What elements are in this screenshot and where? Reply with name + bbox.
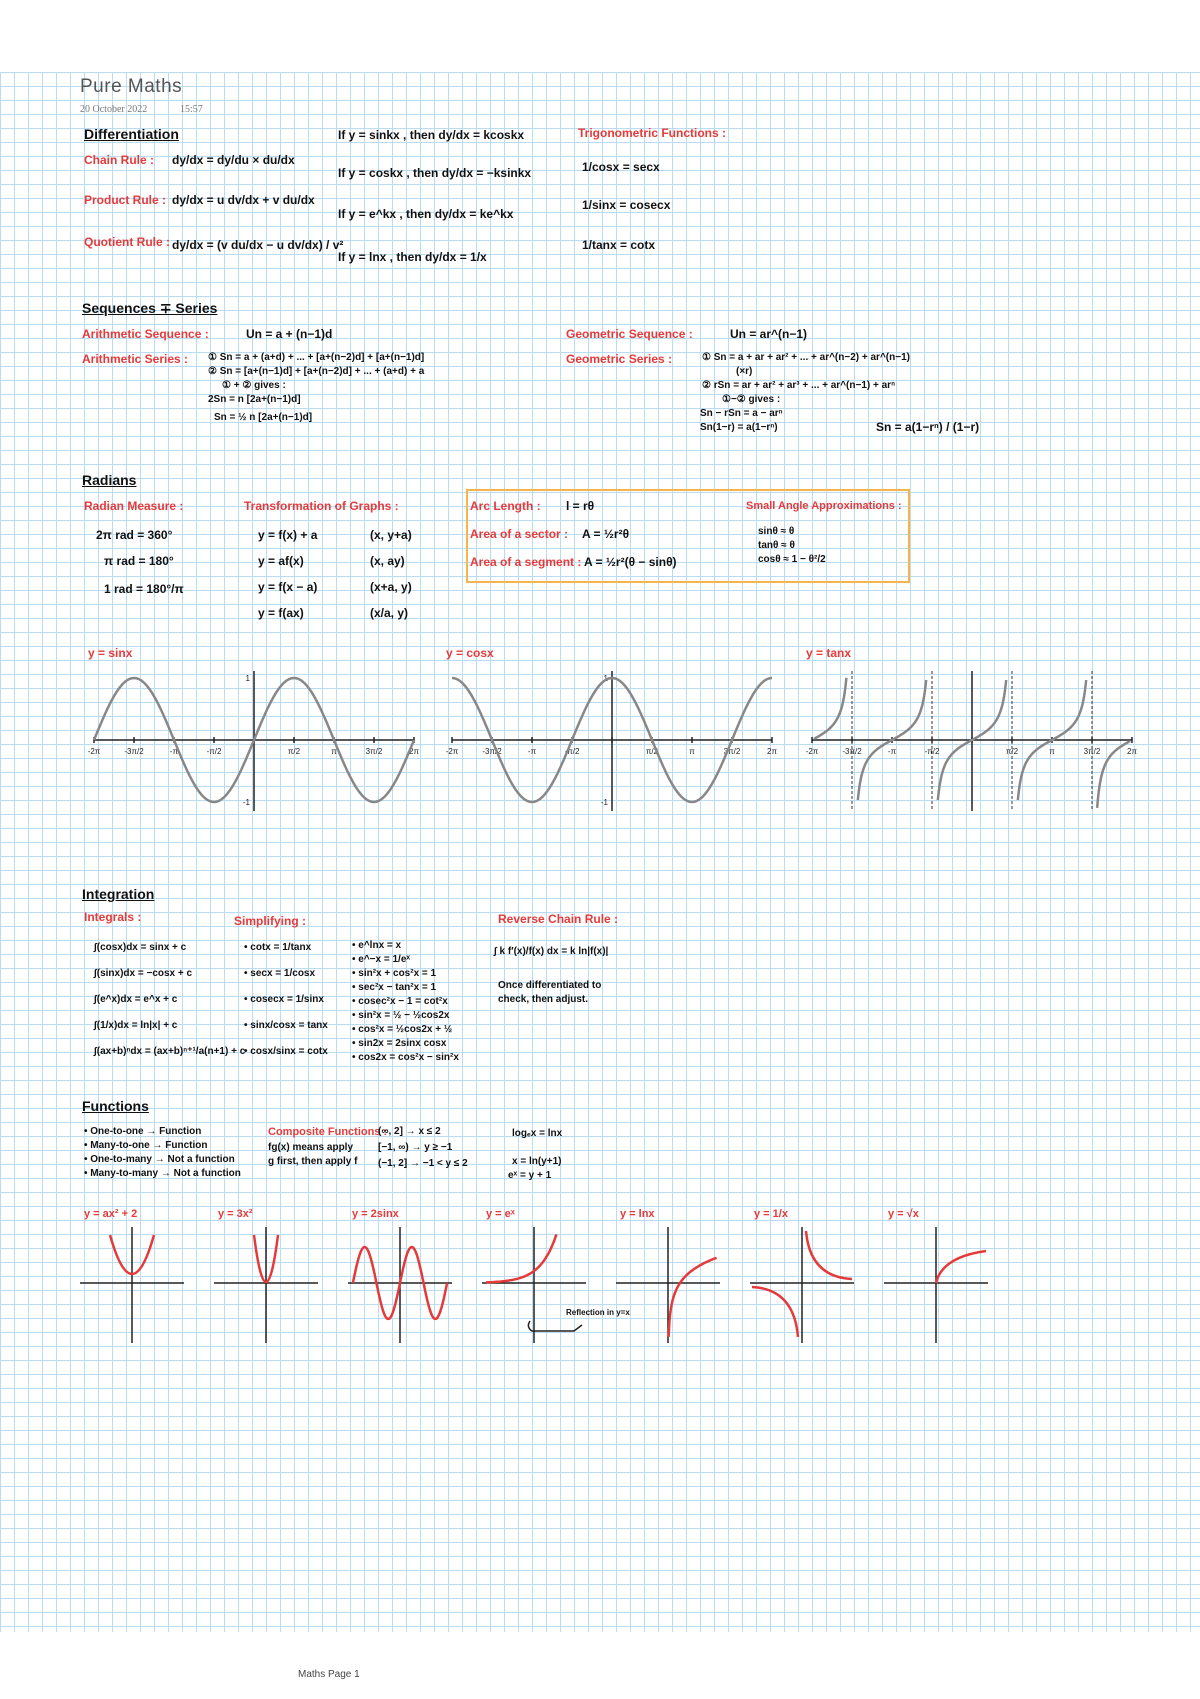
radians-heading: Radians <box>82 472 137 488</box>
chain-rule-label: Chain Rule : <box>84 153 155 167</box>
y-min-label: -1 <box>600 798 608 807</box>
radian-measure-label: Radian Measure : <box>84 499 184 513</box>
curve-branch <box>814 678 846 739</box>
arith-series-line-3: ① + ② gives : <box>222 380 286 391</box>
integration-heading: Integration <box>82 886 155 902</box>
composite-line-1: fg(x) means apply <box>268 1142 354 1153</box>
small-angle-sin: sinθ ≈ θ <box>758 526 795 537</box>
product-rule-formula: dy/dx = u dv/dx + v du/dx <box>172 193 315 207</box>
fn-graph-label-3: y = 2sinx <box>352 1208 399 1220</box>
tan-graph <box>805 665 1137 815</box>
page-date: 20 October 2022 <box>80 104 148 115</box>
geo-series-line-4: ①−② gives : <box>722 394 781 405</box>
transform-eq-2: y = af(x) <box>258 554 304 568</box>
exp-curve <box>486 1234 556 1282</box>
geo-series-result: Sn = a(1−rⁿ) / (1−r) <box>876 420 980 434</box>
simplify-right-9: • cos2x = cos²x − sin²x <box>352 1052 459 1063</box>
radian-row-3: 1 rad = 180°/π <box>104 582 184 596</box>
deriv-exp: If y = e^kx , then dy/dx = ke^kx <box>338 207 514 221</box>
x-tick-label: π/2 <box>1005 747 1019 756</box>
chain-rule-formula: dy/dx = dy/du × du/dx <box>172 153 295 167</box>
simplify-left-4: • sinx/cosx = tanx <box>244 1020 328 1031</box>
x-tick-label: -2π <box>805 747 819 756</box>
fn-graph-label-6: y = 1/x <box>754 1208 788 1220</box>
x-tick-label: π/2 <box>287 747 301 756</box>
geo-series-line-1: ① Sn = a + ar + ar² + ... + ar^(n−2) + ar^(n−1) <box>702 352 910 363</box>
transform-pt-2: (x, ay) <box>370 554 405 568</box>
y-min-label: -1 <box>242 798 250 807</box>
sequences-heading: Sequences ∓ Series <box>82 300 218 316</box>
geo-series-line-6: Sn(1−r) = a(1−rⁿ) <box>700 422 778 433</box>
deriv-sin: If y = sinkx , then dy/dx = kcoskx <box>338 128 525 142</box>
quotient-rule-formula: dy/dx = (v du/dx − u dv/dx) / v² <box>172 238 344 252</box>
interval-2: [−1, ∞) → y ≥ −1 <box>378 1142 453 1153</box>
arc-length-formula: l = rθ <box>566 499 595 513</box>
arith-seq-formula: Un = a + (n−1)d <box>246 327 333 341</box>
log-line-2: x = ln(y+1) <box>512 1156 562 1167</box>
fn-graph-label-4: y = eˣ <box>486 1208 515 1220</box>
simplify-right-7: • cos²x = ½cos2x + ½ <box>352 1024 453 1035</box>
map-one-to-many: • One-to-many → Not a function <box>84 1154 235 1165</box>
sin-graph <box>87 665 419 815</box>
x-tick-label: -π/2 <box>206 747 222 756</box>
arith-series-line-5: Sn = ½ n [2a+(n−1)d] <box>214 412 313 423</box>
x-tick-label: -π <box>169 747 179 756</box>
x-tick-label: 2π <box>1127 747 1137 756</box>
reflection-arrow <box>528 1321 582 1331</box>
arith-series-line-2: ② Sn = [a+(n−1)d] + [a+(n−2)d] + ... + (a+d) + a <box>208 366 425 377</box>
function-graphs <box>0 1225 1200 1345</box>
simplify-right-3: • sin²x + cos²x = 1 <box>352 968 437 979</box>
reverse-chain-label: Reverse Chain Rule : <box>498 912 619 926</box>
functions-heading: Functions <box>82 1098 149 1114</box>
x-tick-label: -3π/2 <box>124 747 144 756</box>
x-tick-label: -π <box>887 747 897 756</box>
x-tick-label: -3π/2 <box>842 747 862 756</box>
reverse-chain-note-2: check, then adjust. <box>498 994 589 1005</box>
page-time: 15:57 <box>180 104 203 115</box>
reciprocal-curve-negative <box>752 1287 798 1337</box>
log-line-3: eˣ = y + 1 <box>508 1170 552 1181</box>
transform-label: Transformation of Graphs : <box>244 499 399 513</box>
integral-row-4: ∫(1/x)dx = ln|x| + c <box>94 1020 178 1031</box>
interval-3: (−1, 2] → −1 < y ≤ 2 <box>378 1158 468 1169</box>
sin-graph-label: y = sinx <box>88 646 133 660</box>
differentiation-heading: Differentiation <box>84 126 179 142</box>
integral-row-3: ∫(e^x)dx = e^x + c <box>94 994 178 1005</box>
page-footer: Maths Page 1 <box>298 1669 360 1680</box>
x-tick-label: -π/2 <box>564 747 580 756</box>
fn-graph-label-7: y = √x <box>888 1208 919 1220</box>
log-line-1: logₑx = lnx <box>512 1128 563 1139</box>
simplify-left-1: • cotx = 1/tanx <box>244 942 312 953</box>
map-many-to-many: • Many-to-many → Not a function <box>84 1168 241 1179</box>
integral-row-1: ∫(cosx)dx = sinx + c <box>94 942 187 953</box>
sector-formula: A = ½r²θ <box>582 527 630 541</box>
reverse-chain-formula: ∫ k f′(x)/f(x) dx = k ln|f(x)| <box>494 946 609 957</box>
x-tick-label: -2π <box>445 747 459 756</box>
transform-eq-4: y = f(ax) <box>258 606 304 620</box>
sector-label: Area of a sector : <box>470 527 569 541</box>
cos-graph <box>445 665 777 815</box>
arith-series-line-1: ① Sn = a + (a+d) + ... + [a+(n−2)d] + [a+(n−1)d] <box>208 352 425 363</box>
geo-series-line-3: ② rSn = ar + ar² + ar³ + ... + ar^(n−1) + arⁿ <box>702 380 896 391</box>
integrals-label: Integrals : <box>84 910 142 924</box>
simplify-right-6: • sin²x = ½ − ½cos2x <box>352 1010 450 1021</box>
x-tick-label: 3π/2 <box>365 747 383 756</box>
arc-length-label: Arc Length : <box>470 499 541 513</box>
x-tick-label: 3π/2 <box>723 747 741 756</box>
cos-graph-label: y = cosx <box>446 646 494 660</box>
transform-pt-3: (x+a, y) <box>370 580 412 594</box>
composite-line-2: g first, then apply f <box>268 1156 358 1167</box>
x-tick-label: -3π/2 <box>482 747 502 756</box>
x-tick-label: π <box>689 747 695 756</box>
product-rule-label: Product Rule : <box>84 193 167 207</box>
small-angle-tan: tanθ ≈ θ <box>758 540 795 551</box>
reflection-note: Reflection in y=x <box>566 1308 630 1317</box>
x-tick-label: π/2 <box>645 747 659 756</box>
transform-pt-4: (x/a, y) <box>370 606 409 620</box>
page-title: Pure Maths <box>80 76 183 97</box>
quotient-rule-label: Quotient Rule : <box>84 235 170 249</box>
reciprocal-curve-positive <box>806 1231 852 1279</box>
geo-series-line-2: (×r) <box>736 366 753 377</box>
y-max-label: 1 <box>245 674 250 683</box>
radian-row-2: π rad = 180° <box>104 554 174 568</box>
composite-label: Composite Functions : <box>268 1126 388 1138</box>
interval-1: (∞, 2] → x ≤ 2 <box>378 1126 441 1137</box>
simplifying-label: Simplifying : <box>234 914 306 928</box>
transform-pt-1: (x, y+a) <box>370 528 412 542</box>
deriv-cos: If y = coskx , then dy/dx = −ksinkx <box>338 166 532 180</box>
trig-cosec: 1/sinx = cosecx <box>582 198 671 212</box>
trig-cot: 1/tanx = cotx <box>582 238 656 252</box>
segment-formula: A = ½r²(θ − sinθ) <box>584 555 677 569</box>
simplify-left-2: • secx = 1/cosx <box>244 968 316 979</box>
integral-row-2: ∫(sinx)dx = −cosx + c <box>94 968 193 979</box>
simplify-right-4: • sec²x − tan²x = 1 <box>352 982 437 993</box>
map-one-to-one: • One-to-one → Function <box>84 1126 202 1137</box>
trig-functions-heading: Trigonometric Functions : <box>578 126 727 140</box>
arith-seq-label: Arithmetic Sequence : <box>82 327 209 341</box>
map-many-to-one: • Many-to-one → Function <box>84 1140 208 1151</box>
x-tick-label: π <box>331 747 337 756</box>
fn-graph-label-2: y = 3x² <box>218 1208 253 1220</box>
y-max-label: 1 <box>603 674 608 683</box>
fn-graph-label-1: y = ax² + 2 <box>84 1208 138 1220</box>
segment-label: Area of a segment : <box>470 555 582 569</box>
geo-seq-formula: Un = ar^(n−1) <box>730 327 808 341</box>
x-tick-label: π <box>1049 747 1055 756</box>
small-angle-label: Small Angle Approximations : <box>746 500 902 512</box>
simplify-right-2: • e^−x = 1/eˣ <box>352 954 411 965</box>
x-tick-label: 3π/2 <box>1083 747 1101 756</box>
x-tick-label: -π <box>527 747 537 756</box>
curve-branch <box>1097 741 1130 808</box>
fn-graph-label-5: y = lnx <box>620 1208 655 1220</box>
radian-row-1: 2π rad = 360° <box>96 528 173 542</box>
small-angle-cos: cosθ ≈ 1 − θ²/2 <box>758 554 826 565</box>
simplify-left-3: • cosecx = 1/sinx <box>244 994 324 1005</box>
geo-series-line-5: Sn − rSn = a − arⁿ <box>700 408 783 419</box>
x-tick-label: 2π <box>409 747 419 756</box>
simplify-right-5: • cosec²x − 1 = cot²x <box>352 996 448 1007</box>
geo-series-label: Geometric Series : <box>566 352 673 366</box>
x-tick-label: -2π <box>87 747 101 756</box>
x-tick-label: 2π <box>767 747 777 756</box>
integral-row-5: ∫(ax+b)ⁿdx = (ax+b)ⁿ⁺¹/a(n+1) + c <box>94 1046 246 1057</box>
simplify-right-8: • sin2x = 2sinx cosx <box>352 1038 447 1049</box>
trig-sec: 1/cosx = secx <box>582 160 660 174</box>
transform-eq-1: y = f(x) + a <box>258 528 318 542</box>
arith-series-line-4: 2Sn = n [2a+(n−1)d] <box>208 394 301 405</box>
simplify-right-1: • e^lnx = x <box>352 940 402 951</box>
reverse-chain-note-1: Once differentiated to <box>498 980 602 991</box>
tan-graph-label: y = tanx <box>806 646 852 660</box>
x-tick-label: -π/2 <box>924 747 940 756</box>
sqrt-curve <box>936 1251 986 1283</box>
simplify-left-5: • cosx/sinx = cotx <box>244 1046 328 1057</box>
geo-seq-label: Geometric Sequence : <box>566 327 693 341</box>
deriv-ln: If y = lnx , then dy/dx = 1/x <box>338 250 487 264</box>
transform-eq-3: y = f(x − a) <box>258 580 318 594</box>
arith-series-label: Arithmetic Series : <box>82 352 189 366</box>
ln-curve <box>669 1258 717 1337</box>
